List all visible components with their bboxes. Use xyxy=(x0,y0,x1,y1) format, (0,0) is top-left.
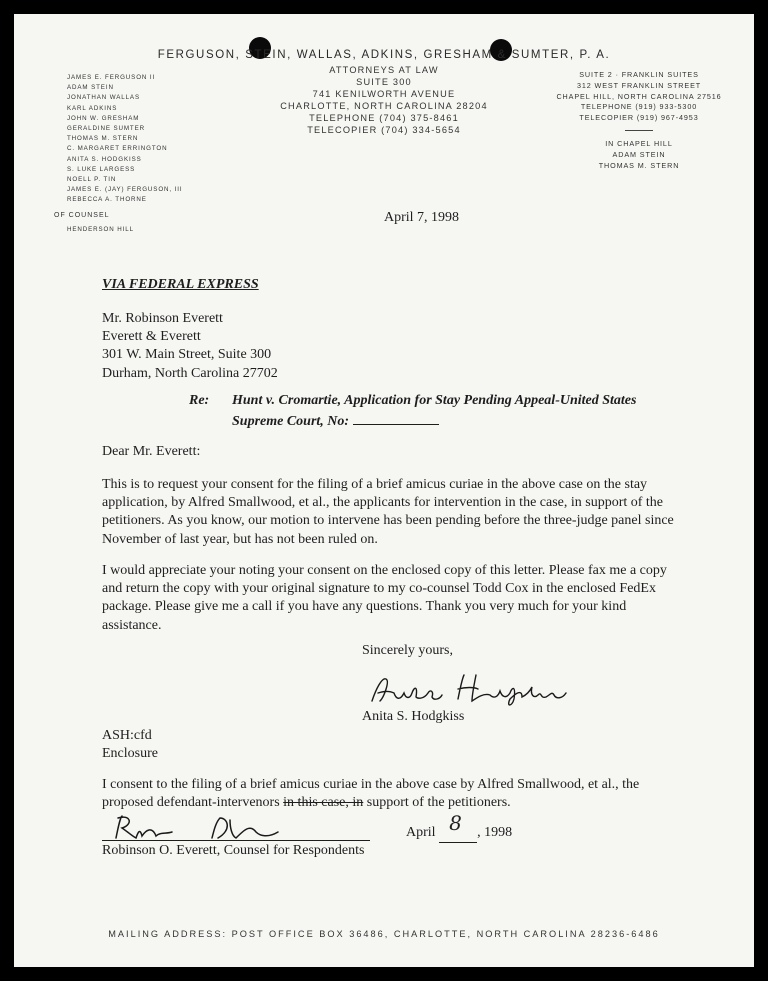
address-line: ATTORNEYS AT LAW xyxy=(329,65,439,75)
everett-signature xyxy=(110,810,310,844)
consent-date-day xyxy=(439,811,477,843)
divider xyxy=(625,130,653,131)
partner-name: JOHN W. GRESHAM xyxy=(67,114,140,122)
partner-name: S. LUKE LARGESS xyxy=(67,165,136,173)
chapel-hill-office-block xyxy=(539,70,739,171)
consent-date xyxy=(406,811,513,843)
partner-name: GERALDINE SUMTER xyxy=(67,125,146,133)
re-subject xyxy=(232,392,682,431)
delivery-method: VIA FEDERAL EXPRESS xyxy=(102,277,259,292)
office-line: THOMAS M. STERN xyxy=(598,160,680,170)
partner-name: ANITA S. HODGKISS xyxy=(67,155,142,163)
office-line: IN CHAPEL HILL xyxy=(605,138,673,148)
office-line: ADAM STEIN xyxy=(612,149,666,159)
signature-line xyxy=(102,840,370,841)
closing: Sincerely yours, xyxy=(362,643,453,658)
re-line: Supreme Court, No: xyxy=(232,414,353,430)
office-line: 312 WEST FRANKLIN STREET xyxy=(576,80,702,90)
salutation: Dear Mr. Everett: xyxy=(102,444,201,459)
struck-text: in this case, in xyxy=(283,795,364,811)
partner-name: JONATHAN WALLAS xyxy=(67,94,140,102)
partner-name: JAMES E. FERGUSON II xyxy=(67,74,156,81)
case-number-blank xyxy=(353,410,439,425)
consent-line: support of the petitioners. xyxy=(363,795,511,811)
consent-statement xyxy=(102,776,682,812)
handwritten-day: 8 xyxy=(449,811,462,835)
hodgkiss-signature xyxy=(366,669,586,709)
initials-line: ASH:cfd xyxy=(102,728,152,743)
letter-date: April 7, 1998 xyxy=(384,210,460,225)
partner-name: REBECCA A. THORNE xyxy=(67,196,147,204)
partner-name: NOELL P. TIN xyxy=(67,176,117,184)
office-line: TELECOPIER (919) 967-4953 xyxy=(579,113,699,123)
re-label: Re: xyxy=(189,393,210,408)
mailing-address-footer: MAILING ADDRESS: POST OFFICE BOX 36486, CHARLOTTE, NORTH CAROLINA 28236-6486 xyxy=(108,929,660,939)
firm-name: FERGUSON, STEIN, WALLAS, ADKINS, GRESHAM & SUMTER, P. A. xyxy=(157,49,611,61)
partner-name: ADAM STEIN xyxy=(67,84,114,92)
recipient-address xyxy=(102,310,278,383)
consent-line: I consent to the filing of a brief amicus curiae in the above case by Alfred Smallwood, et al., the xyxy=(102,777,640,792)
partner-name: JAMES E. (JAY) FERGUSON, III xyxy=(67,186,183,194)
partner-list xyxy=(67,73,183,206)
reference-initials xyxy=(102,727,158,763)
address-line: Everett & Everett xyxy=(102,329,201,345)
body-paragraph: I would appreciate your noting your consent on the enclosed copy of this letter. Please fax me a copy and return the copy with your original signature to my co-counsel Todd Cox in the enclosed FedEx package. Please give me a call if you have any questions. Thank you very much for your kind assistance. xyxy=(102,563,667,633)
address-line: CHARLOTTE, NORTH CAROLINA 28204 xyxy=(280,101,488,111)
enclosure-line: Enclosure xyxy=(102,746,158,762)
partner-name: THOMAS M. STERN xyxy=(67,135,139,143)
re-line: Hunt v. Cromartie, Application for Stay Pending Appeal-United States xyxy=(232,393,637,408)
of-counsel-name: HENDERSON HILL xyxy=(67,226,134,233)
address-line: 301 W. Main Street, Suite 300 xyxy=(102,347,272,363)
of-counsel-label: OF COUNSEL xyxy=(54,212,110,219)
address-line: SUITE 300 xyxy=(356,77,412,87)
body-paragraph: This is to request your consent for the filing of a brief amicus curiae in the above case on the stay application, by Alfred Smallwood, et al., the applicants for intervention in the case, in support of the petitioners. As you know, our motion to intervene has been pending before the three-judge panel since November of last year, but has not been ruled on. xyxy=(102,477,674,547)
office-line: TELEPHONE (919) 933-5300 xyxy=(580,102,698,112)
firm-address-block xyxy=(214,64,554,136)
address-line: Durham, North Carolina 27702 xyxy=(102,365,278,381)
letter-page xyxy=(14,14,754,967)
address-line: 741 KENILWORTH AVENUE xyxy=(312,89,456,99)
partner-name: C. MARGARET ERRINGTON xyxy=(67,145,168,153)
address-line: TELECOPIER (704) 334-5654 xyxy=(307,125,461,135)
consent-line: proposed defendant-intervenors xyxy=(102,795,284,811)
consent-signer-caption: Robinson O. Everett, Counsel for Respondents xyxy=(102,843,365,858)
office-line: SUITE 2 · FRANKLIN SUITES xyxy=(579,70,699,79)
partner-name: KARL ADKINS xyxy=(67,104,118,112)
consent-date-year: , 1998 xyxy=(477,825,513,840)
office-line: CHAPEL HILL, NORTH CAROLINA 27516 xyxy=(556,91,722,101)
signer-name: Anita S. Hodgkiss xyxy=(362,709,465,724)
address-line: TELEPHONE (704) 375-8461 xyxy=(309,113,459,123)
consent-date-month: April xyxy=(406,825,440,840)
address-line: Mr. Robinson Everett xyxy=(102,311,223,326)
